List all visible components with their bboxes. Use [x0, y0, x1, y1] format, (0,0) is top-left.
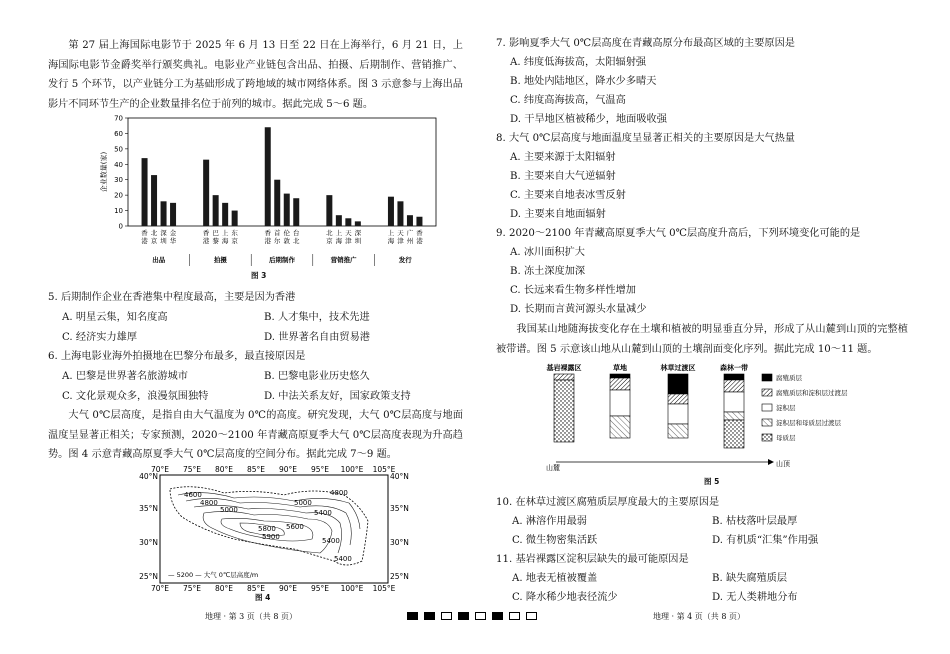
x-tick-label: 深 [354, 229, 362, 237]
legend-item: 母质层 [776, 434, 796, 442]
profile-label: 林草过渡区 [660, 364, 696, 372]
q11-option-c: C. 降水稀少地表径流少 [512, 592, 618, 603]
bar [222, 203, 228, 226]
contour-label: 4800 [330, 489, 348, 497]
q10-option-d: D. 有机质“汇集”作用强 [712, 535, 819, 546]
contour-label: 5400 [322, 537, 340, 545]
lat-label: 40°N [139, 472, 158, 481]
group-label: 营销推广 [330, 256, 357, 264]
bar [161, 201, 167, 226]
lon-label: 95°E [310, 465, 330, 474]
lat-label: 30°N [390, 538, 409, 547]
lon-label: 80°E [214, 584, 234, 591]
lon-label: 80°E [214, 465, 234, 474]
legend-item: 淀积层和母质层过渡层 [776, 419, 841, 427]
bar [142, 158, 148, 226]
contour-label: 4600 [184, 491, 202, 499]
q6-option-d: D. 中法关系友好，国家政策支持 [264, 391, 411, 402]
profile-bedrock [554, 374, 574, 442]
x-tick-label: 伦 [283, 229, 290, 237]
q11-option-b: B. 缺失腐殖质层 [712, 573, 788, 584]
q5-option-b: B. 人才集中，技术先进 [264, 312, 370, 323]
x-tick-label: 华 [169, 237, 177, 245]
x-tick-label: 天 [397, 229, 404, 237]
bar [416, 217, 422, 226]
q9-option-d: D. 长期而言黄河源头水量减少 [510, 304, 647, 315]
x-tick-label: 京 [326, 237, 333, 245]
q7-option-d: D. 干旱地区植被稀少，地面吸收强 [510, 114, 667, 125]
lon-label: 75°E [182, 584, 202, 591]
x-tick-label: 香 [416, 229, 423, 237]
x-tick-label: 圳 [354, 237, 362, 245]
contour-label: 5900 [262, 533, 280, 541]
lon-label: 85°E [246, 465, 266, 474]
q8-option-c: C. 主要来自地表冰雪反射 [510, 190, 626, 201]
x-tick-label: 天 [345, 229, 352, 237]
x-tick-label: 州 [406, 237, 414, 245]
question-5: 5. 后期制作企业在香港集中程度最高，主要是因为香港 [48, 292, 296, 303]
page-footer-right: 地理 · 第 4 页（共 8 页） [653, 612, 745, 621]
lon-label: 100°E [340, 584, 364, 591]
q9-option-c: C. 长远来看生物多样性增加 [510, 285, 636, 296]
question-7: 7. 影响夏季大气 0℃层高度在青藏高原分布最高区域的主要原因是 [496, 38, 795, 49]
lon-label: 70°E [150, 465, 170, 474]
contour-label: 5400 [314, 509, 332, 517]
q8-option-a: A. 主要来源于太阳辐射 [510, 152, 616, 163]
group-label: 出品 [152, 256, 166, 264]
q7-option-c: C. 纬度高海拔高，气温高 [510, 95, 626, 106]
bar [345, 218, 351, 226]
x-tick-label: 上 [335, 229, 343, 237]
x-tick-label: 香 [141, 229, 148, 237]
lon-label: 75°E [182, 465, 202, 474]
x-tick-label: 北 [326, 229, 333, 237]
x-tick-label: 京 [231, 237, 238, 245]
figure-4-caption: 图 4 [255, 593, 271, 602]
figure-3-caption: 图 3 [251, 271, 267, 280]
x-tick-label: 海 [221, 237, 229, 245]
bar [213, 195, 219, 226]
y-tick-label: 60 [114, 129, 123, 138]
lat-label: 25°N [390, 572, 409, 581]
figure-5-caption: 图 5 [704, 477, 720, 486]
bar [336, 215, 342, 226]
bar [355, 221, 361, 226]
question-6: 6. 上海电影业海外拍摄地在巴黎分布最多，最直接原因是 [48, 351, 306, 362]
contour-label: 5800 [258, 525, 276, 533]
x-tick-label: 上 [387, 229, 395, 237]
axis-right-label: 山顶 [776, 460, 790, 468]
question-8: 8. 大气 0℃层高度与地面温度呈显著正相关的主要原因是大气热量 [496, 133, 795, 144]
group-label: 拍摄 [213, 256, 227, 264]
x-tick-label: 上 [221, 229, 229, 237]
q5-option-c: C. 经济实力雄厚 [62, 332, 138, 343]
q6-option-b: B. 巴黎电影业历史悠久 [264, 371, 370, 382]
lat-label: 30°N [139, 538, 158, 547]
group-label: 发行 [398, 256, 412, 264]
x-tick-label: 北 [150, 229, 158, 237]
question-11: 11. 基岩裸露区淀积层缺失的最可能原因是 [496, 554, 689, 565]
y-tick-label: 20 [114, 191, 123, 200]
lon-label: 90°E [278, 465, 298, 474]
bar [284, 194, 290, 226]
lon-label: 70°E [150, 584, 170, 591]
contour-label: 5000 [294, 499, 312, 507]
q10-option-b: B. 枯枝落叶层最厚 [712, 516, 798, 527]
figure-5-soil-profiles [546, 362, 856, 472]
lon-label: 85°E [246, 584, 266, 591]
figure-5-legend [762, 374, 772, 441]
figure-4-map [134, 465, 418, 591]
lat-label: 35°N [139, 504, 158, 513]
bar [407, 215, 413, 226]
x-tick-label: 香 [202, 229, 210, 237]
q9-option-b: B. 冻土深度加深 [510, 266, 586, 277]
axis-left-label: 山麓 [546, 464, 560, 472]
lon-label: 100°E [340, 465, 364, 474]
y-axis-label: 企业数量(家) [100, 151, 108, 193]
x-tick-label: 港 [141, 237, 148, 245]
x-tick-label: 圳 [160, 237, 167, 245]
question-9: 9. 2020～2100 年青藏高原夏季大气 0℃层高度升高后，下列环境变化可能的是 [496, 228, 861, 239]
x-tick-label: 东 [231, 229, 238, 237]
bar [151, 175, 157, 226]
q10-option-a: A. 淋溶作用最弱 [512, 516, 587, 527]
y-tick-label: 40 [114, 160, 123, 169]
axis-arrow [768, 459, 774, 465]
figure-3-chart [92, 114, 438, 266]
bar [265, 127, 271, 226]
bar [326, 195, 332, 226]
intro-paragraph: 第 27 届上海国际电影节于 2025 年 6 月 13 日至 22 日在上海举行，6 月 21 日，上海国际电影节金爵奖举行颁奖典礼。电影业产业链包含出品、拍摄、后期制作、营销推广、发行 5 个环节，以产业链分工为基础形成了跨地域的城市网络体系。图 3 示意参与上海出品影片不同环节生产的企业数量排名位于前列的城市。据此完成 5～6 题。 [48, 40, 463, 110]
lon-label: 95°E [310, 584, 330, 591]
legend-item: 淀积层 [776, 404, 796, 412]
contour-label: 5600 [286, 523, 304, 531]
x-tick-label: 海 [387, 237, 395, 245]
x-tick-label: 北 [293, 237, 300, 245]
q11-option-d: D. 无人类耕地分布 [712, 592, 798, 603]
contour-label: 5400 [334, 555, 352, 563]
q11-option-a: A. 地表无植被覆盖 [512, 573, 598, 584]
x-tick-label: 金 [169, 229, 177, 237]
q5-option-d: D. 世界著名自由贸易港 [264, 332, 370, 343]
group-label: 后期制作 [269, 256, 295, 264]
x-tick-label: 港 [202, 237, 210, 245]
x-tick-label: 黎 [212, 237, 219, 245]
bar [274, 180, 280, 226]
x-tick-label: 京 [150, 237, 158, 245]
contour-label: 5000 [220, 506, 238, 514]
map-legend: — 5200 — 大气 0℃层高度/m [168, 571, 259, 579]
q6-option-c: C. 文化景观众多，浪漫氛围独特 [62, 391, 209, 402]
x-tick-label: 首 [274, 229, 281, 237]
y-tick-label: 50 [114, 145, 123, 154]
bar [232, 211, 238, 226]
lon-label: 105°E [372, 584, 396, 591]
x-tick-label: 广 [406, 229, 414, 237]
q10-option-c: C. 微生物密集活跃 [512, 535, 598, 546]
x-tick-label: 津 [397, 237, 404, 245]
x-tick-label: 津 [345, 237, 352, 245]
lat-label: 25°N [139, 572, 158, 581]
q7-option-a: A. 纬度低海拔高，太阳辐射强 [510, 57, 647, 68]
y-tick-label: 70 [114, 114, 123, 123]
bar [170, 203, 176, 226]
x-tick-label: 港 [416, 237, 423, 245]
y-tick-label: 30 [114, 176, 123, 185]
intro-paragraph-2: 大气 0℃层高度，是指自由大气温度为 0℃的高度。研究发现，大气 0℃层高度与地面温度呈显著正相关；专家预测，2020～2100 年青藏高原夏季大气 0℃层高度表现为升高趋势。图 4 示意青藏高原夏季大气 0℃层高度的空间分布。据此完成 7～9 题。 [48, 410, 463, 460]
contour-label: 4800 [200, 499, 218, 507]
bar [203, 160, 209, 226]
bar [388, 197, 394, 226]
x-tick-label: 台 [293, 229, 300, 237]
x-tick-label: 港 [264, 237, 271, 245]
q7-option-b: B. 地处内陆地区，降水少多晴天 [510, 76, 657, 87]
lat-label: 40°N [390, 472, 409, 481]
q8-option-d: D. 主要来自地面辐射 [510, 209, 606, 220]
page-footer-left: 地理 · 第 3 页（共 8 页） [205, 612, 297, 621]
legend-item: 腐殖质层 [776, 374, 802, 382]
lat-label: 35°N [390, 504, 409, 513]
y-tick-label: 10 [114, 207, 123, 216]
lon-label: 90°E [278, 584, 298, 591]
legend-item: 腐殖质层和淀积层过渡层 [776, 389, 848, 397]
profile-grassland [610, 374, 630, 438]
profile-label: 基岩裸露区 [546, 364, 582, 372]
bar [397, 201, 403, 226]
q5-option-a: A. 明星云集，知名度高 [62, 312, 168, 323]
y-tick-label: 0 [118, 222, 123, 231]
x-tick-label: 海 [335, 237, 343, 245]
lon-label: 105°E [372, 465, 396, 474]
bar [293, 198, 299, 226]
x-tick-label: 香 [264, 229, 271, 237]
x-tick-label: 尔 [274, 237, 281, 245]
intro-paragraph-3: 我国某山地随海拔变化存在土壤和植被的明显垂直分异，形成了从山麓到山顶的完整植被带谱。图 5 示意该山地从山麓到山顶的土壤剖面变化序列。据此完成 10～11 题。 [496, 324, 908, 355]
page-center-markers [404, 612, 540, 620]
profile-label: 森林一带 [720, 364, 748, 372]
profile-forest-grass-transition [668, 374, 688, 438]
question-10: 10. 在林草过渡区腐殖质层厚度最大的主要原因是 [496, 497, 720, 508]
x-tick-label: 巴 [212, 229, 219, 237]
profile-label: 草地 [613, 364, 627, 372]
profile-forest-belt [724, 374, 744, 448]
q9-option-a: A. 冰川面积扩大 [510, 247, 585, 258]
x-tick-label: 敦 [283, 237, 290, 245]
q8-option-b: B. 主要来自大气逆辐射 [510, 171, 616, 182]
q6-option-a: A. 巴黎是世界著名旅游城市 [62, 371, 188, 382]
x-tick-label: 深 [160, 229, 167, 237]
